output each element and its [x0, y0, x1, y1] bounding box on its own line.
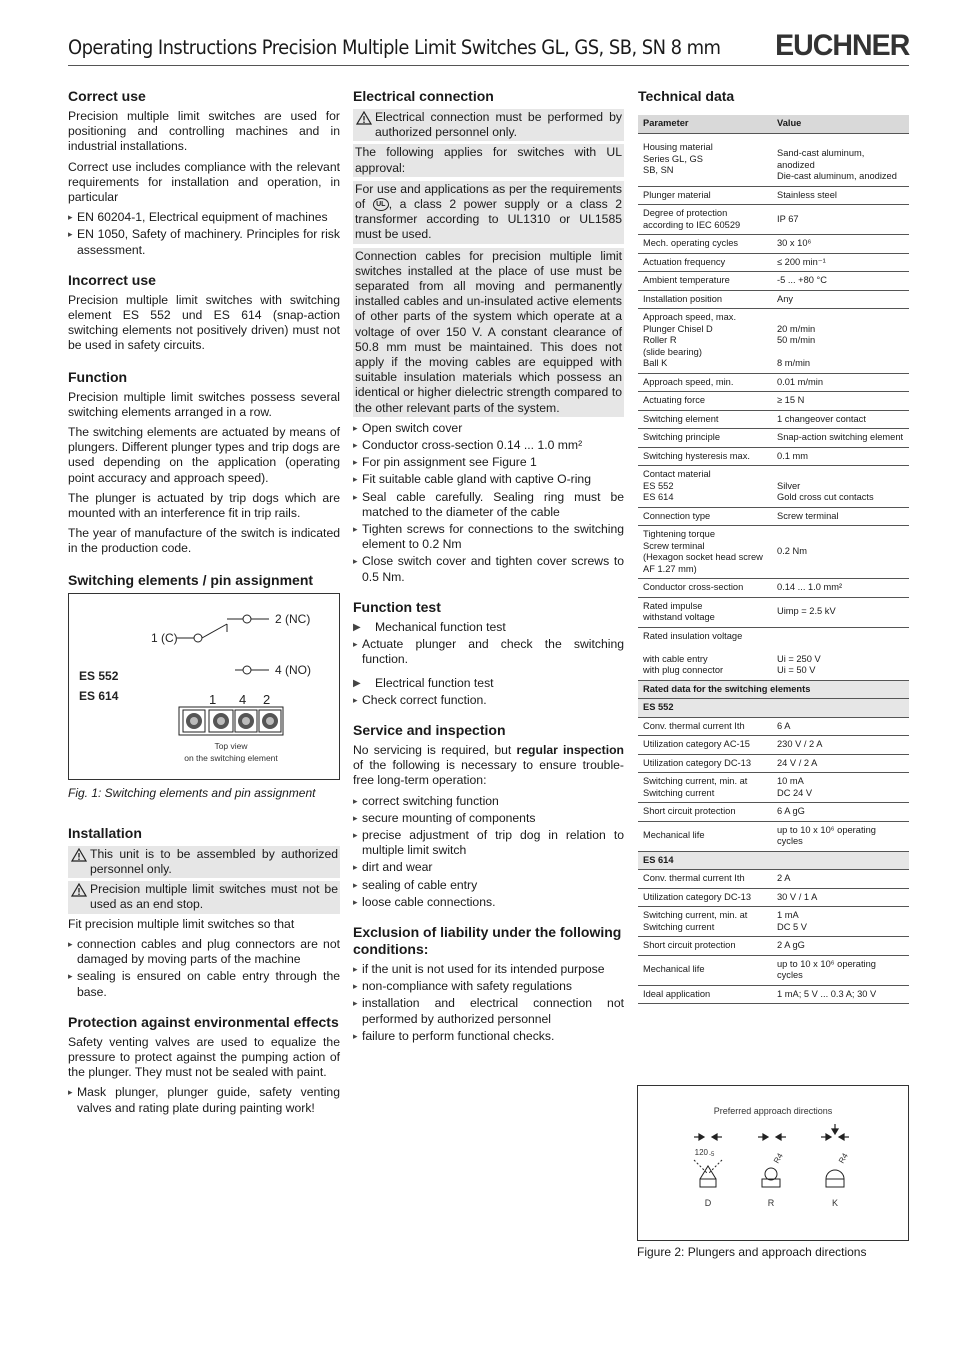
table-row: [638, 985, 909, 1004]
table-row: [638, 410, 909, 429]
parameter-cell: Tightening torque Screw terminal (Hexagon socket head screw AF 1.27 mm): [638, 526, 772, 579]
header-parameter: Parameter: [638, 115, 772, 133]
ul-approval-text: The following applies for switches with UL approval:: [353, 144, 624, 176]
parameter-cell: Installation position: [638, 290, 772, 309]
function-test-list: [353, 620, 624, 708]
parameter-cell: Utilization category DC-13: [638, 888, 772, 907]
list-item: ▸ sealing of cable entry: [353, 878, 624, 893]
pin-4-label: 4: [239, 691, 247, 707]
es614-section: [638, 851, 909, 870]
list-item: ▸ Open switch cover: [353, 421, 624, 436]
function-text-3: The plunger is actuated by trip dogs which are mounted with an interference fit in trip rails.: [68, 490, 340, 521]
table-row: [638, 888, 909, 907]
es552-section-cell: ES 552: [638, 699, 909, 718]
value-cell: Ui = 250 V Ui = 50 V: [772, 627, 909, 680]
list-item: ▸ Check correct function.: [353, 693, 624, 708]
table-row: [638, 803, 909, 822]
cable-separation-text: Connection cables for precision multiple limit switches installed at the place of use must be separated from all moving and permanently installed cables and un-insulated active elements of other parts of the system which operate at a voltage of over 150 V. A constant clearance of 50.8 mm must be maintained. This does not apply if the moving cables are equipped with suitable insulation materials which possess an identical or higher dielectric strength compared to the other relevant parts of the system.: [353, 248, 624, 417]
parameter-cell: Ambient temperature: [638, 272, 772, 291]
installation-text: Fit precision multiple limit switches so that: [68, 916, 295, 931]
table-row: [638, 205, 909, 235]
parameter-cell: Conv. thermal current Ith: [638, 717, 772, 736]
euchner-logo: EUCHNER: [774, 29, 909, 62]
rated-data-section-cell: Rated data for the switching elements: [638, 680, 909, 699]
parameter-cell: Switching current, min. at Switching current: [638, 907, 772, 937]
correct-use-heading: Correct use: [68, 88, 146, 104]
parameter-cell: Rated insulation voltage with cable entry with plug connector: [638, 627, 772, 680]
table-row: [638, 235, 909, 254]
electrical-list: [353, 421, 624, 585]
incorrect-use-text: Precision multiple limit switches with switching element ES 552 und ES 614 (snap-action switching elements not positively driven) must not be used in safety circuits.: [68, 292, 340, 353]
value-cell: Stainless steel: [772, 186, 909, 205]
list-item: ▸ connection cables and plug connectors are not damaged by moving parts of the machine: [68, 937, 340, 967]
top-view-label: Top view: [214, 740, 248, 751]
list-item: ▸ sealing is ensured on cable entry through the base.: [68, 969, 340, 999]
table-row: [638, 290, 909, 309]
plunger-d-label: D: [704, 1198, 712, 1208]
electrical-warning: Electrical connection must be performed by authorized personnel only.: [353, 109, 624, 141]
correct-use-text-1: Precision multiple limit switches are used for positioning and controlling machines and in industrial installations.: [68, 109, 340, 154]
electrical-heading: Electrical connection: [353, 88, 494, 104]
value-cell: 1 mA; 5 V ... 0.3 A; 30 V: [772, 985, 909, 1004]
list-item: ▸ failure to perform functional checks.: [353, 1029, 624, 1044]
service-text: No servicing is required, but regular inspection of the following is necessary to ensure trouble-free long-term operation:: [353, 742, 624, 788]
value-cell: 24 V / 2 A: [772, 754, 909, 773]
parameter-cell: Ideal application: [638, 985, 772, 1004]
parameter-cell: Utilization category AC-15: [638, 736, 772, 755]
parameter-cell: Rated impulse withstand voltage: [638, 597, 772, 627]
technical-data-table: [638, 115, 909, 1004]
parameter-cell: Switching current, min. at Switching current: [638, 773, 772, 803]
table-row: [638, 253, 909, 272]
list-item: ▸ For pin assignment see Figure 1: [353, 455, 624, 470]
value-cell: 2 A: [772, 870, 909, 889]
list-item: ▸ Fit suitable cable gland with captive O-ring: [353, 472, 624, 487]
angle-tolerance-label: -5: [709, 1152, 715, 1158]
terminal-no-label: 4 (NO): [275, 662, 311, 677]
parameter-cell: Switching hysteresis max.: [638, 447, 772, 466]
value-cell: ≥ 15 N: [772, 392, 909, 411]
incorrect-use-heading: Incorrect use: [68, 271, 156, 288]
value-cell: 230 V / 2 A: [772, 736, 909, 755]
installation-list: [68, 937, 340, 1000]
header-value: Value: [772, 115, 909, 133]
table-row: [638, 579, 909, 598]
switching-element-diagram: [69, 594, 339, 779]
angle-label: 120: [694, 1148, 708, 1157]
value-cell: 2 A gG: [772, 937, 909, 956]
figure-2-caption: Figure 2: Plungers and approach directions: [637, 1245, 867, 1259]
value-cell: ≤ 200 min⁻¹: [772, 253, 909, 272]
list-item: ▸ loose cable connections.: [353, 895, 624, 910]
parameter-cell: Approach speed, max. Plunger Chisel D Roller R (slide bearing) Ball K: [638, 309, 772, 374]
list-item: ▸ precise adjustment of trip dog in relation to multiple limit switch: [353, 828, 624, 858]
terminal-nc-label: 2 (NC): [275, 611, 311, 626]
parameter-cell: Connection type: [638, 507, 772, 526]
value-cell: 20 m/min 50 m/min 8 m/min: [772, 309, 909, 374]
value-cell: 0.1 mm: [772, 447, 909, 466]
value-cell: 30 x 10⁶: [772, 235, 909, 254]
protection-list: [68, 1085, 340, 1115]
list-item: ▸ Tighten screws for connections to the switching element to 0.2 Nm: [353, 522, 624, 552]
correct-use-text-2: Correct use includes compliance with the relevant requirements for installation and operation, in particular: [68, 159, 340, 205]
radius-label-k: R4: [836, 1151, 850, 1165]
value-cell: Any: [772, 290, 909, 309]
column-left: [68, 88, 340, 1120]
plunger-k-label: K: [831, 1198, 839, 1208]
list-item: ▸ non-compliance with safety regulations: [353, 979, 624, 994]
function-heading: Function: [68, 368, 128, 385]
service-heading: Service and inspection: [353, 721, 506, 738]
table-row: [638, 373, 909, 392]
protection-heading: Protection against environmental effects: [68, 1013, 339, 1030]
parameter-cell: Conv. thermal current Ith: [638, 870, 772, 889]
parameter-cell: Mechanical life: [638, 955, 772, 985]
list-item: ▸ EN 1050, Safety of machinery. Principles for risk assessment.: [68, 227, 340, 257]
table-row: [638, 821, 909, 851]
list-item: ▸ dirt and wear: [353, 860, 624, 875]
parameter-cell: Conductor cross-section: [638, 579, 772, 598]
parameter-cell: Utilization category DC-13: [638, 754, 772, 773]
value-cell: Silver Gold cross cut contacts: [772, 466, 909, 508]
warning-icon: [356, 111, 372, 125]
parameter-cell: Short circuit protection: [638, 937, 772, 956]
value-cell: Uimp = 2.5 kV: [772, 597, 909, 627]
parameter-cell: Mechanical life: [638, 821, 772, 851]
es614-label: ES 614: [79, 688, 119, 703]
liability-list: [353, 962, 624, 1044]
ul-mark-icon: UL: [373, 198, 389, 211]
table-row: [638, 186, 909, 205]
installation-heading: Installation: [68, 824, 142, 841]
technical-data-heading: Technical data: [638, 88, 735, 104]
value-cell: Snap-action switching element: [772, 429, 909, 448]
value-cell: 1 changeover contact: [772, 410, 909, 429]
table-header-row: [638, 115, 909, 133]
pin-2-label: 2: [263, 691, 271, 707]
table-row: [638, 717, 909, 736]
parameter-cell: Switching element: [638, 410, 772, 429]
table-row: [638, 627, 909, 680]
column-middle: [353, 88, 624, 1048]
parameter-cell: Switching principle: [638, 429, 772, 448]
list-item: ▸ if the unit is not used for its intended purpose: [353, 962, 624, 977]
table-row: [638, 754, 909, 773]
page-header: [68, 29, 909, 66]
list-item: ▶ Electrical function test: [353, 676, 624, 691]
list-item: ▸ Conductor cross-section 0.14 ... 1.0 mm²: [353, 438, 624, 453]
table-row: [638, 507, 909, 526]
value-cell: up to 10 x 10⁶ operating cycles: [772, 821, 909, 851]
list-item: ▸ Actuate plunger and check the switching function.: [353, 637, 624, 667]
table-row: [638, 466, 909, 508]
list-item: ▸ Close switch cover and tighten cover screws to 0.5 Nm.: [353, 554, 624, 584]
parameter-cell: Short circuit protection: [638, 803, 772, 822]
rated-data-section: [638, 680, 909, 699]
function-text-1: Precision multiple limit switches possess several switching elements arranged in a row.: [68, 389, 340, 419]
value-cell: IP 67: [772, 205, 909, 235]
list-item: ▸ Mask plunger, plunger guide, safety venting valves and rating plate during painting work!: [68, 1085, 340, 1115]
table-row: [638, 597, 909, 627]
value-cell: 6 A: [772, 717, 909, 736]
table-row: [638, 937, 909, 956]
table-row: [638, 309, 909, 374]
figure-2-approach-directions: [637, 1085, 909, 1241]
value-cell: -5 ... +80 °C: [772, 272, 909, 291]
figure-1-caption: Fig. 1: Switching elements and pin assignment: [68, 785, 316, 800]
switching-heading: Switching elements / pin assignment: [68, 571, 314, 588]
parameter-cell: Approach speed, min.: [638, 373, 772, 392]
list-item: ▸ secure mounting of components: [353, 811, 624, 826]
table-row: [638, 133, 909, 186]
list-item: ▸ installation and electrical connection not performed by authorized personnel: [353, 996, 624, 1026]
function-text-4: The year of manufacture of the switch is indicated in the production code.: [68, 526, 340, 556]
plunger-r-label: R: [767, 1198, 775, 1208]
es614-section-cell: ES 614: [638, 851, 909, 870]
value-cell: Screw terminal: [772, 507, 909, 526]
value-cell: 1 mA DC 5 V: [772, 907, 909, 937]
ul-requirements-text: For use and applications as per the requirements of UL , a class 2 power supply or a class 2 transformer according to UL1310 or UL1585 must be used.: [353, 181, 624, 244]
radius-label-r: R4: [771, 1151, 785, 1165]
es552-section: [638, 699, 909, 718]
installation-warning-2: Precision multiple limit switches must not be used as an end stop.: [68, 881, 340, 913]
liability-heading: Exclusion of liability under the following conditions:: [353, 923, 622, 957]
table-row: [638, 272, 909, 291]
table-row: [638, 429, 909, 448]
list-item: ▶ Mechanical function test: [353, 620, 624, 635]
plunger-diagram: [638, 1086, 908, 1240]
table-row: [638, 447, 909, 466]
parameter-cell: Contact material ES 552 ES 614: [638, 466, 772, 508]
table-row: [638, 955, 909, 985]
page-title: Operating Instructions Precision Multiple Limit Switches GL, GS, SB, SN 8 mm: [68, 36, 721, 59]
list-item: ▸ Seal cable carefully. Sealing ring must be matched to the diameter of the cable: [353, 490, 624, 520]
pin-1-label: 1: [209, 691, 217, 707]
installation-warning-1: This unit is to be assembled by authorized personnel only.: [68, 846, 340, 878]
function-text-2: The switching elements are actuated by means of plungers. Different plunger types and trip dogs are used depending on the application (operating point accuracy and approach speed).: [68, 425, 340, 485]
value-cell: 0.14 ... 1.0 mm²: [772, 579, 909, 598]
es552-label: ES 552: [79, 668, 119, 683]
list-item: ▸ EN 60204-1, Electrical equipment of machines: [68, 210, 340, 225]
parameter-cell: Actuation frequency: [638, 253, 772, 272]
table-row: [638, 870, 909, 889]
table-row: [638, 526, 909, 579]
service-list: [353, 794, 624, 910]
function-test-heading: Function test: [353, 598, 441, 615]
parameter-cell: Housing material Series GL, GS SB, SN: [638, 133, 772, 186]
table-row: [638, 736, 909, 755]
list-item: ▸ correct switching function: [353, 794, 624, 809]
parameter-cell: Plunger material: [638, 186, 772, 205]
parameter-cell: Mech. operating cycles: [638, 235, 772, 254]
value-cell: 6 A gG: [772, 803, 909, 822]
table-row: [638, 392, 909, 411]
parameter-cell: Actuating force: [638, 392, 772, 411]
column-right: [638, 88, 909, 1004]
terminal-c-label: 1 (C): [151, 630, 178, 645]
warning-icon: [71, 848, 87, 862]
protection-text: Safety venting valves are used to equalize the pressure to protect against the pumping action of the plunger. They must not be sealed with paint.: [68, 1034, 340, 1080]
value-cell: 30 V / 1 A: [772, 888, 909, 907]
value-cell: 10 mA DC 24 V: [772, 773, 909, 803]
parameter-cell: Degree of protection according to IEC 60529: [638, 205, 772, 235]
value-cell: up to 10 x 10⁶ operating cycles: [772, 955, 909, 985]
table-row: [638, 907, 909, 937]
warning-icon: [71, 883, 87, 897]
correct-use-list: [68, 210, 340, 258]
top-view-sub-label: on the switching element: [184, 752, 278, 763]
preferred-directions-label: Preferred approach directions: [713, 1106, 833, 1116]
figure-1-pin-assignment: [68, 593, 340, 780]
table-row: [638, 773, 909, 803]
value-cell: Sand-cast aluminum, anodized Die-cast aluminum, anodized: [772, 133, 909, 186]
value-cell: 0.2 Nm: [772, 526, 909, 579]
value-cell: 0.01 m/min: [772, 373, 909, 392]
